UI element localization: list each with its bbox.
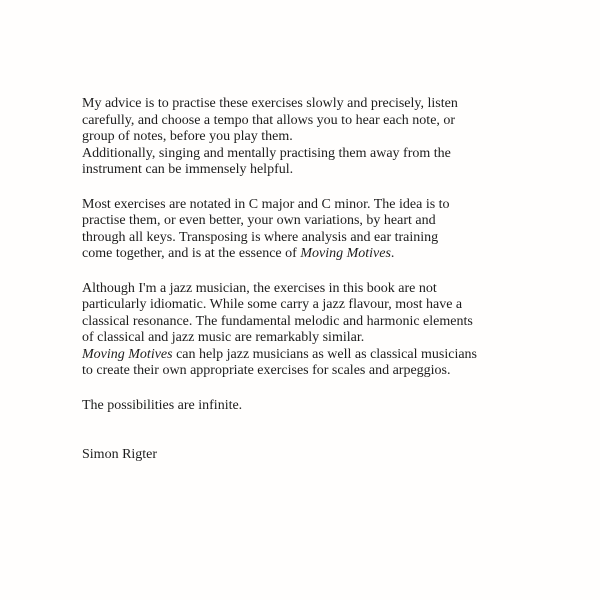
- text-run: can help jazz musicians as well as classical musicians: [172, 346, 477, 362]
- text-run: instrument can be immensely helpful.: [82, 162, 294, 177]
- text-run: Most exercises are notated in C major and C minor. The idea is to: [82, 196, 450, 212]
- paragraphs-container: [82, 96, 572, 414]
- text-line: [82, 281, 572, 298]
- text-run: practise them, or even better, your own variations, by heart and: [82, 213, 436, 228]
- paragraph-keys-transposing: [82, 197, 572, 263]
- text-line: [82, 129, 572, 146]
- text-run: The possibilities are infinite.: [82, 397, 243, 413]
- preface-text-block: [82, 96, 572, 464]
- text-line: [82, 297, 572, 314]
- text-run: .: [390, 246, 395, 261]
- paragraph-practice-advice: [82, 96, 572, 179]
- text-line: [82, 363, 572, 380]
- paragraph-possibilities: [82, 398, 572, 415]
- text-run: Although I'm a jazz musician, the exercises in this book are not: [82, 280, 437, 296]
- text-line: [82, 398, 572, 415]
- text-run: group of notes, before you play them.: [82, 129, 293, 144]
- text-run: Additionally, singing and mentally practising them away from the: [82, 145, 451, 161]
- italic-text-run: Moving Motives: [82, 346, 173, 362]
- text-run: particularly idiomatic. While some carry a jazz flavour, most have a: [82, 297, 463, 312]
- text-line: [82, 213, 572, 230]
- text-line: [82, 162, 572, 179]
- text-run: to create their own appropriate exercises for scales and arpeggios.: [82, 363, 451, 378]
- text-line: [82, 230, 572, 247]
- text-line: [82, 314, 572, 331]
- text-run: My advice is to practise these exercises slowly and precisely, listen: [82, 96, 458, 111]
- text-line: [82, 330, 572, 347]
- text-line: [82, 113, 572, 130]
- italic-text-run: Moving Motives: [300, 246, 391, 261]
- text-run: come together, and is at the essence of: [82, 246, 301, 261]
- author-signature: Simon Rigter: [82, 447, 158, 462]
- text-run: of classical and jazz music are remarkably similar.: [82, 330, 365, 345]
- text-line: [82, 146, 572, 163]
- text-line: [82, 96, 572, 113]
- text-run: through all keys. Transposing is where analysis and ear training: [82, 229, 439, 245]
- text-line: [82, 246, 572, 263]
- paragraph-jazz-classical: [82, 281, 572, 380]
- text-line: [82, 197, 572, 214]
- text-run: classical resonance. The fundamental melodic and harmonic elements: [82, 313, 473, 329]
- text-run: carefully, and choose a tempo that allows you to hear each note, or: [82, 112, 456, 128]
- text-line: [82, 347, 572, 364]
